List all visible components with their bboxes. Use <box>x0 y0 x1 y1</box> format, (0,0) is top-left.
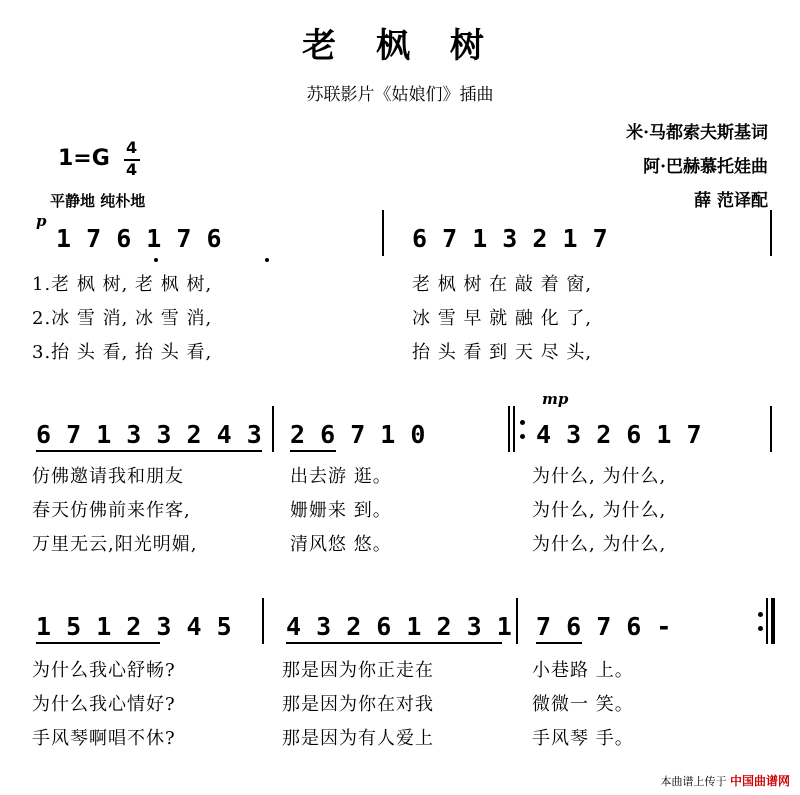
key-signature: 1=G <box>58 146 110 171</box>
beam-underline <box>536 642 582 644</box>
repeat-barline <box>508 406 510 452</box>
lyric-s3-v2-b: 那是因为你在对我 <box>282 694 434 715</box>
lyric-s1-v1-b: 老 枫 树 在 敲 着 窗, <box>412 274 593 295</box>
notes-s3-m1: 1 5 1 2 3 4 5 <box>36 612 232 641</box>
composer-credit: 阿·巴赫慕托娃曲 <box>643 157 768 177</box>
low-octave-dot <box>265 258 269 262</box>
end-repeat-barline <box>771 598 775 644</box>
lyric-s1-v3-a: 3.抬 头 看, 抬 头 看, <box>32 342 213 363</box>
lyric-s3-v3-a: 手风琴啊唱不休? <box>32 728 176 749</box>
lyric-s2-v3-c: 为什么, 为什么, <box>532 534 667 555</box>
barline <box>770 210 772 256</box>
barline <box>382 210 384 256</box>
song-subtitle: 苏联影片《姑娘们》插曲 <box>306 85 494 105</box>
dynamic-mp: mp <box>542 390 569 408</box>
barline <box>516 598 518 644</box>
beam-underline <box>36 642 160 644</box>
tempo-marking: 平静地 纯朴地 <box>50 192 146 210</box>
translator-credit: 薛 范译配 <box>694 191 768 211</box>
notes-s1-m1: 1 7 6 1 7 6 <box>56 224 222 253</box>
notes-s2-m3: 4 3 2 6 1 7 <box>536 420 702 449</box>
notes-s2-m1: 6 7 1 3 3 2 4 3 <box>36 420 262 449</box>
notes-s1-m2: 6 7 1 3 2 1 7 <box>412 224 608 253</box>
time-signature-bottom: 4 <box>126 160 138 179</box>
lyric-s1-v2-b: 冰 雪 早 就 融 化 了, <box>412 308 593 329</box>
repeat-dot <box>758 612 763 617</box>
time-signature-top: 4 <box>126 138 138 157</box>
notes-s3-m2: 4 3 2 6 1 2 3 1 <box>286 612 512 641</box>
barline <box>272 406 274 452</box>
barline <box>770 406 772 452</box>
lyric-s2-v1-b: 出去游 逛。 <box>290 466 392 487</box>
repeat-dot <box>758 626 763 631</box>
lyric-s1-v3-b: 抬 头 看 到 天 尽 头, <box>412 342 593 363</box>
lyric-s3-v2-c: 微微一 笑。 <box>532 694 634 715</box>
upload-footer <box>660 772 790 789</box>
notes-s3-m3: 7 6 7 6 - <box>536 612 672 641</box>
lyric-s3-v2-a: 为什么我心情好? <box>32 694 176 715</box>
beam-underline <box>286 642 502 644</box>
beam-underline <box>290 450 336 452</box>
lyric-s2-v2-a: 春天仿佛前来作客, <box>32 500 191 521</box>
lyric-s2-v1-c: 为什么, 为什么, <box>532 466 667 487</box>
lyricist-credit: 米·马都索夫斯基词 <box>626 123 768 143</box>
site-logo[interactable]: 中国曲谱网 <box>729 774 790 788</box>
lyric-s2-v2-c: 为什么, 为什么, <box>532 500 667 521</box>
low-octave-dot <box>154 258 158 262</box>
lyric-s2-v3-b: 清风悠 悠。 <box>290 534 392 555</box>
lyric-s1-v1-a: 1.老 枫 树, 老 枫 树, <box>32 274 213 295</box>
dynamic-p: p <box>36 212 47 230</box>
beam-underline <box>36 450 262 452</box>
footer-text: 本曲谱上传于 <box>660 775 727 788</box>
repeat-dot <box>520 434 525 439</box>
lyric-s2-v3-a: 万里无云,阳光明媚, <box>32 534 198 555</box>
barline <box>262 598 264 644</box>
lyric-s3-v3-c: 手风琴 手。 <box>532 728 634 749</box>
lyric-s1-v2-a: 2.冰 雪 消, 冰 雪 消, <box>32 308 213 329</box>
lyric-s3-v1-a: 为什么我心舒畅? <box>32 660 176 681</box>
repeat-barline-thin <box>513 406 515 452</box>
lyric-s3-v1-c: 小巷路 上。 <box>532 660 634 681</box>
lyric-s3-v1-b: 那是因为你正走在 <box>282 660 434 681</box>
song-title: 老 枫 树 <box>302 26 498 66</box>
notes-s2-m2: 2 6 7 1 0 <box>290 420 426 449</box>
lyric-s3-v3-b: 那是因为有人爱上 <box>282 728 434 749</box>
repeat-dot <box>520 420 525 425</box>
lyric-s2-v1-a: 仿佛邀请我和朋友 <box>32 466 184 487</box>
end-repeat-barline-thin <box>766 598 768 644</box>
lyric-s2-v2-b: 姗姗来 到。 <box>290 500 392 521</box>
